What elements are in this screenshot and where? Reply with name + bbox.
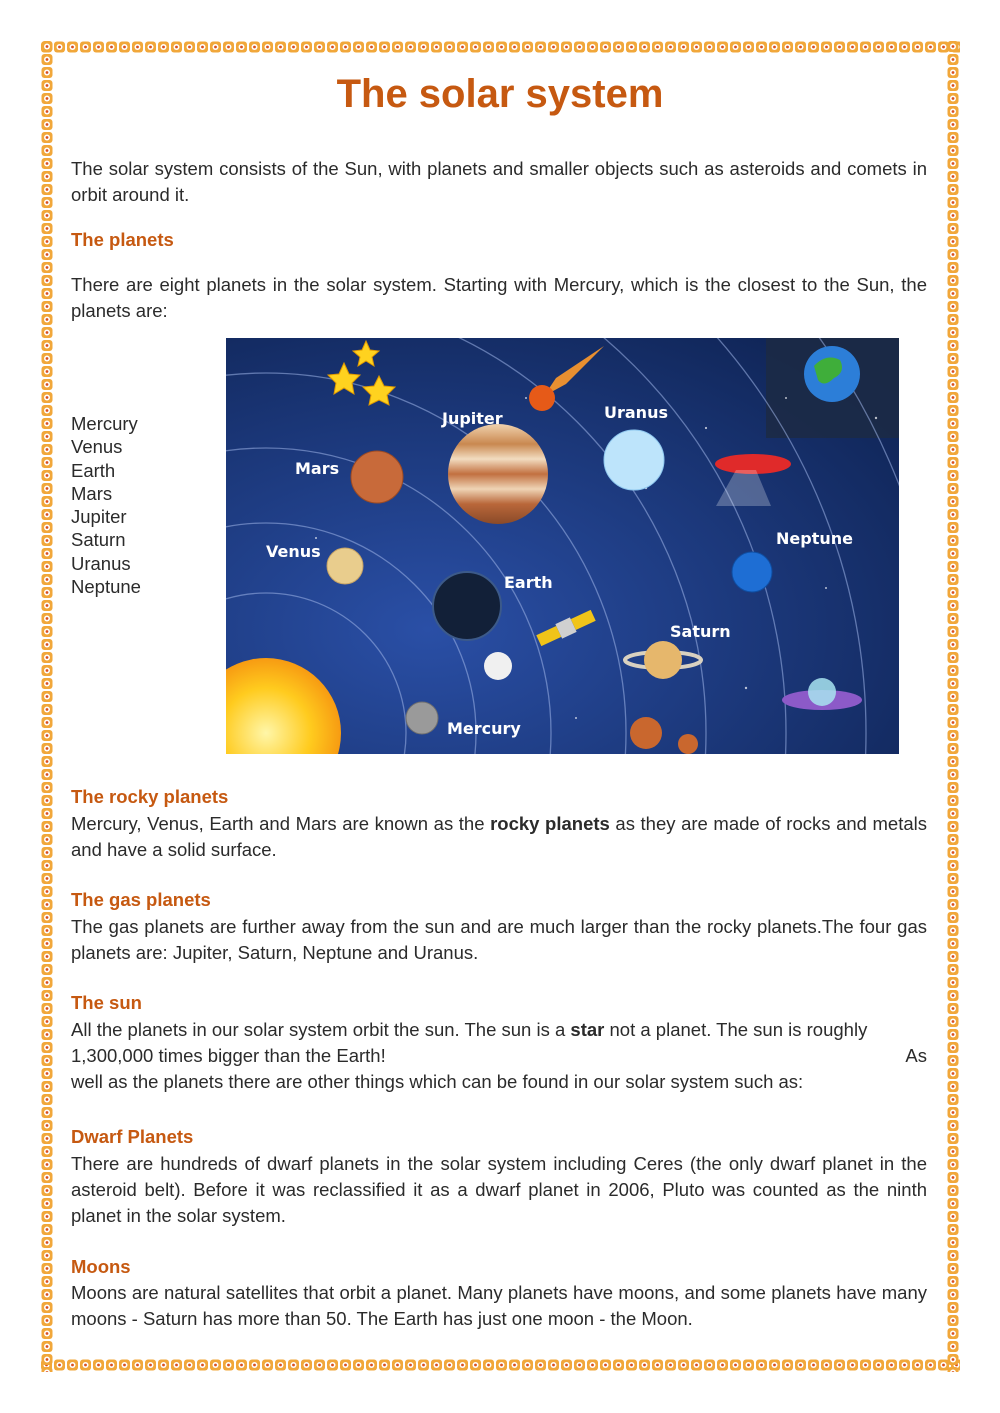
figure-label-venus: Venus — [266, 542, 321, 561]
dwarf-planets-paragraph: There are hundreds of dwarf planets in the solar system including Ceres (the only dwarf planet in the asteroid belt). Before it was reclassified it as a dwarf planet in 2006, Pluto was counted as the ninth planet in the solar system. — [71, 1153, 927, 1226]
gas-planets-paragraph: The gas planets are further away from the sun and are much larger than the rocky planets.The four gas planets are: Jupiter, Saturn, Neptune and Uranus. — [71, 916, 927, 963]
decorative-border-right — [946, 40, 960, 1372]
rocky-planets-bold: rocky planets — [490, 813, 610, 834]
solar-system-illustration — [226, 338, 899, 754]
planet-list — [71, 412, 141, 598]
figure-label-neptune: Neptune — [776, 529, 853, 548]
moons-paragraph: Moons are natural satellites that orbit a planet. Many planets have moons, and some planets have many moons - Saturn has more than 50. The Earth has just one moon - the Moon. — [71, 1282, 927, 1329]
gas-planets-heading: The gas planets — [71, 889, 211, 910]
rocky-planets-heading: The rocky planets — [71, 786, 229, 807]
list-item: Venus — [71, 436, 123, 458]
list-item: Mercury — [71, 413, 138, 434]
figure-label-mars: Mars — [295, 459, 340, 478]
page-title: The solar system — [336, 72, 664, 116]
planets-paragraph: There are eight planets in the solar system. Starting with Mercury, which is the closest to the Sun, the planets are: — [71, 274, 927, 321]
star-bold: star — [570, 1019, 605, 1040]
sun-heading: The sun — [71, 992, 142, 1013]
figure-label-mercury: Mercury — [447, 719, 521, 738]
rocky-planets-paragraph: Mercury, Venus, Earth and Mars are known as the rocky planets as they are made of rocks and metals and have a solid surface. — [71, 813, 928, 860]
list-item: Neptune — [71, 576, 141, 598]
decorative-border-bottom — [40, 1358, 960, 1372]
intro-paragraph: The solar system consists of the Sun, with planets and smaller objects such as asteroids and comets in orbit around it. — [71, 158, 927, 205]
list-item: Saturn — [71, 529, 126, 551]
list-item: Mars — [71, 482, 113, 504]
planets-heading: The planets — [71, 229, 174, 250]
list-item: Uranus — [71, 552, 131, 574]
decorative-border-top — [40, 40, 960, 54]
sun-paragraph: All the planets in our solar system orbit the sun. The sun is a star not a planet. The sun is roughly 1,300,000 times bigger than the Earth! As well as the planets there are other things which can be found in our solar system such as: — [71, 1019, 927, 1092]
list-item: Jupiter — [71, 506, 127, 528]
figure-label-saturn: Saturn — [670, 622, 731, 641]
figure-label-uranus: Uranus — [604, 403, 668, 422]
moons-heading: Moons — [71, 1256, 131, 1277]
figure-label-earth: Earth — [504, 573, 553, 592]
dwarf-planets-heading: Dwarf Planets — [71, 1126, 194, 1147]
figure-label-jupiter: Jupiter — [442, 409, 503, 428]
decorative-border-left — [40, 40, 54, 1372]
list-item: Earth — [71, 459, 116, 481]
